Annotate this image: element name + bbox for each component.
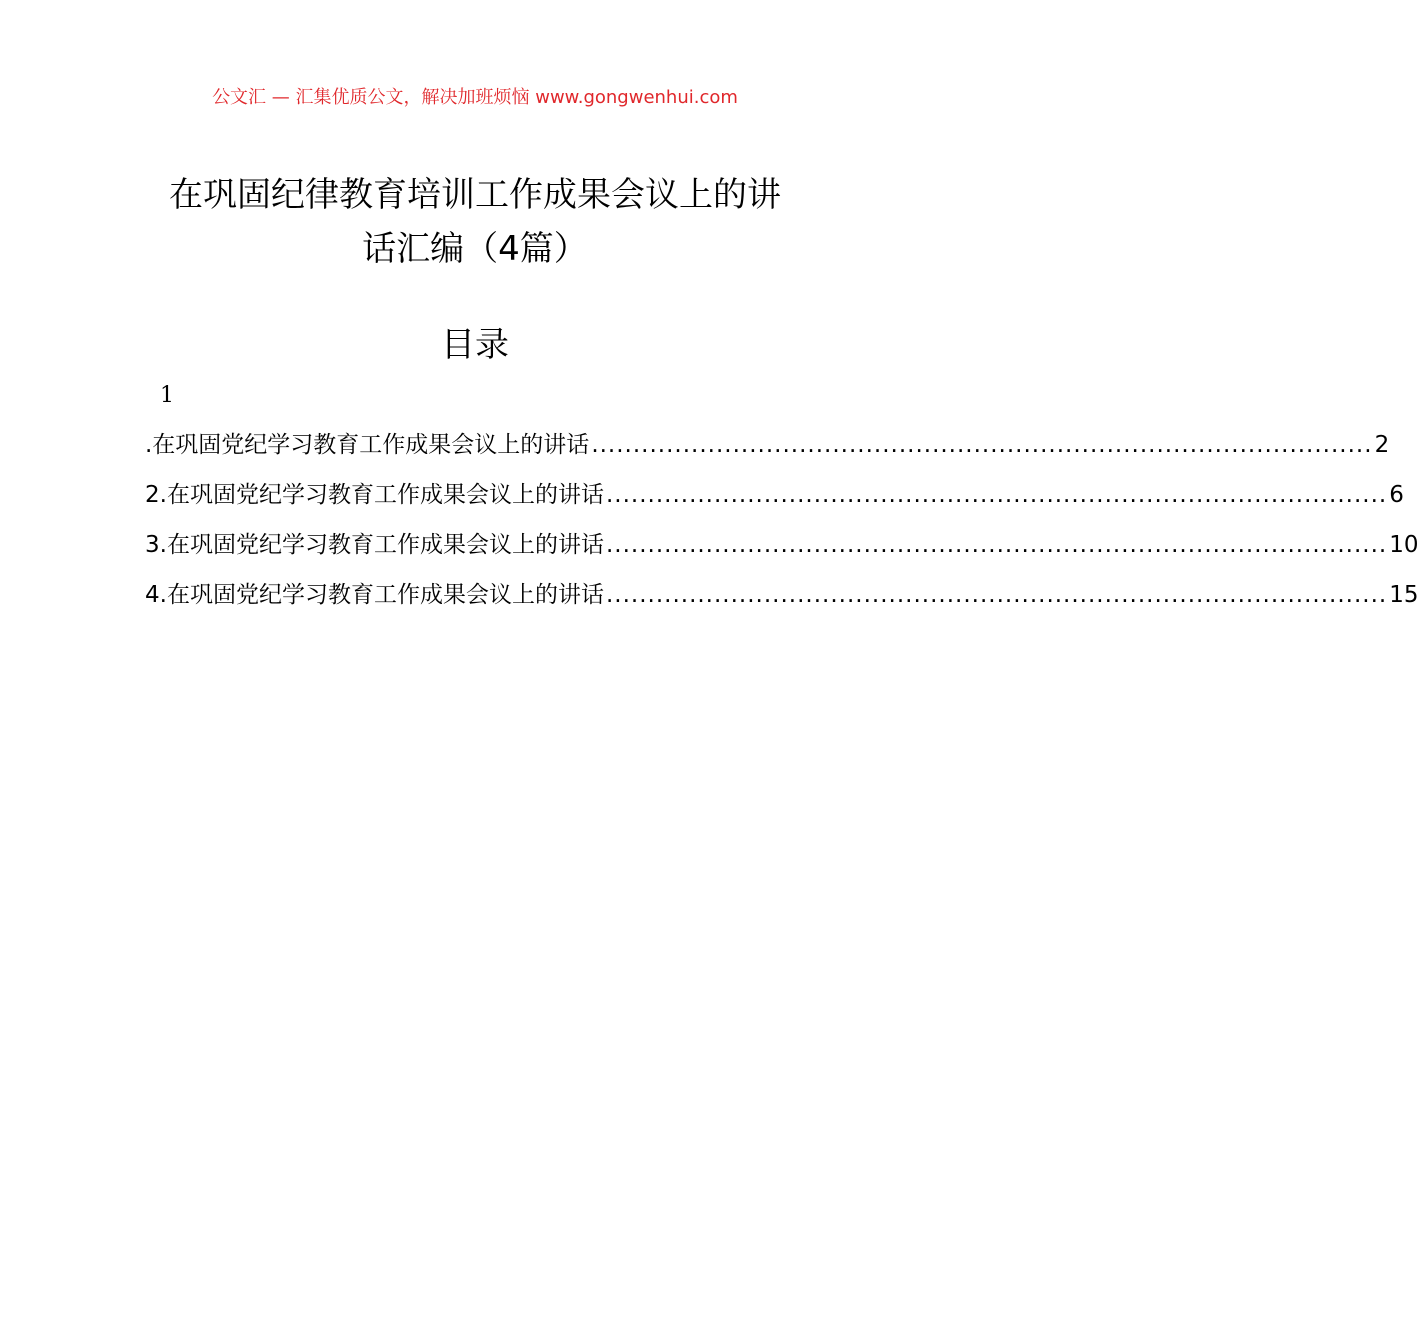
toc-entry-label: 4.在巩固党纪学习教育工作成果会议上的讲话 <box>145 582 604 608</box>
document-title-line1: 在巩固纪律教育培训工作成果会议上的讲 <box>169 175 781 215</box>
toc-entry-page: 6 <box>1389 482 1404 508</box>
toc-entry-leader: .............................................................................................. <box>605 582 1388 608</box>
toc-entry[interactable] <box>145 470 1404 520</box>
document-title-line2: 话汇编（4篇） <box>362 229 588 269</box>
toc-list <box>145 420 1418 620</box>
toc-entry-leader: .............................................................................................. <box>605 482 1388 508</box>
toc-entry-label: .在巩固党纪学习教育工作成果会议上的讲话 <box>145 432 590 458</box>
toc-entry-page: 15 <box>1389 582 1418 608</box>
toc-first-number: 1 <box>160 383 174 408</box>
toc-entry[interactable] <box>145 570 1418 620</box>
toc-heading: 目录 <box>441 325 509 365</box>
toc-entry-label: 2.在巩固党纪学习教育工作成果会议上的讲话 <box>145 482 604 508</box>
toc-entry[interactable] <box>145 420 1390 470</box>
toc-entry-page: 2 <box>1374 432 1390 458</box>
toc-entry-page: 10 <box>1389 532 1418 558</box>
document-title <box>120 168 830 276</box>
header-banner: 公文汇 — 汇集优质公文，解决加班烦恼 www.gongwenhui.com <box>212 87 738 108</box>
toc-entry[interactable] <box>145 520 1418 570</box>
toc-entry-leader: .............................................................................................. <box>605 532 1388 558</box>
toc-entry-label: 3.在巩固党纪学习教育工作成果会议上的讲话 <box>145 532 604 558</box>
toc-entry-leader: .............................................................................................. <box>591 432 1373 458</box>
